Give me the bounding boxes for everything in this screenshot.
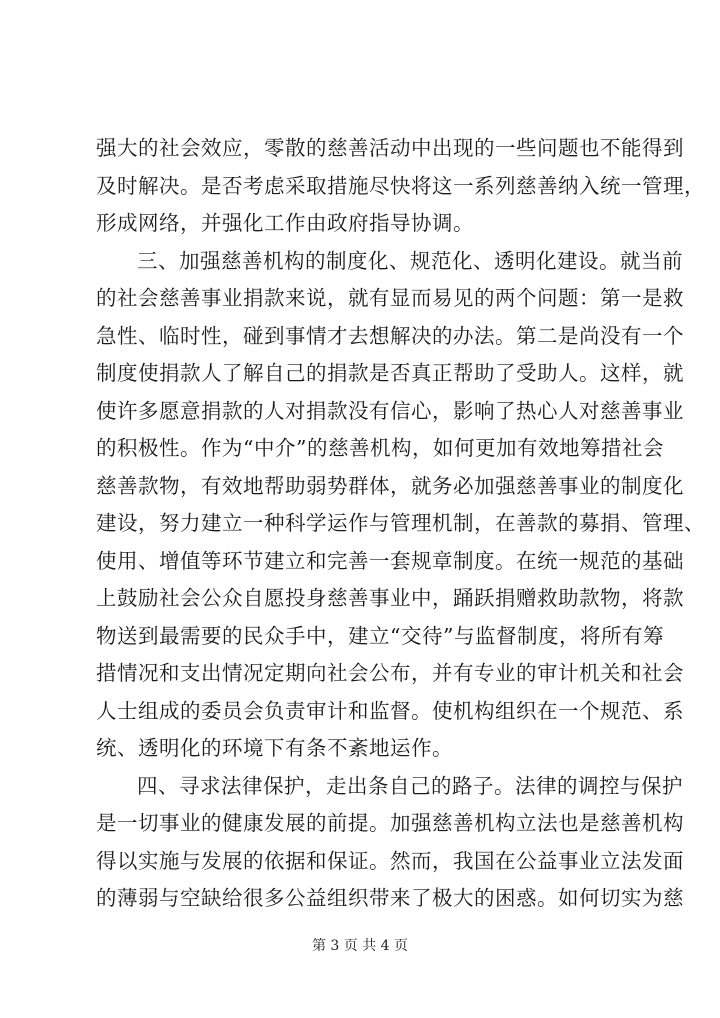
text-line: 上鼓励社会公众自愿投身慈善事业中，踊跃捐赠救助款物，将款 bbox=[96, 586, 684, 610]
text-line: 的薄弱与空缺给很多公益组织带来了极大的困惑。如何切实为慈 bbox=[96, 886, 684, 910]
text-line: 人士组成的委员会负责审计和监督。使机构组织在一个规范、系 bbox=[96, 698, 684, 723]
paragraph-3 bbox=[96, 768, 684, 918]
text-line: 得以实施与发展的依据和保证。然而，我国在公益事业立法发面 bbox=[96, 848, 684, 873]
text-line: 物送到最需要的民众手中，建立“交待”与监督制度，将所有筹 bbox=[96, 623, 664, 648]
text-line: 统、透明化的环境下有条不紊地运作。 bbox=[96, 736, 453, 760]
text-line: 强大的社会效应，零散的慈善活动中出现的一些问题也不能得到 bbox=[96, 136, 684, 160]
text-line: 四、寻求法律保护，走出条自己的路子。法律的调控与保护 bbox=[137, 773, 683, 798]
text-line: 使用、增值等环节建立和完善一套规章制度。在统一规范的基础 bbox=[96, 548, 684, 573]
text-line: 三、加强慈善机构的制度化、规范化、透明化建设。就当前 bbox=[137, 248, 683, 273]
text-line: 使许多愿意捐款的人对捐款没有信心，影响了热心人对慈善事业 bbox=[96, 398, 684, 423]
text-line: 是一切事业的健康发展的前提。加强慈善机构立法也是慈善机构 bbox=[96, 811, 684, 835]
text-line: 及时解决。是否考虑采取措施尽快将这一系列慈善纳入统一管理， bbox=[96, 173, 705, 198]
text-line: 建设，努力建立一种科学运作与管理机制，在善款的募捐、管理、 bbox=[96, 511, 705, 535]
text-line: 急性、临时性，碰到事情才去想解决的办法。第二是尚没有一个 bbox=[96, 323, 684, 348]
text-line: 措情况和支出情况定期向社会公布，并有专业的审计机关和社会 bbox=[96, 661, 684, 685]
text-line: 制度使捐款人了解自己的捐款是否真正帮助了受助人。这样，就 bbox=[96, 361, 684, 385]
text-line: 的积极性。作为“中介”的慈善机构，如何更加有效地筹措社会 bbox=[96, 436, 664, 460]
text-line: 慈善款物，有效地帮助弱势群体，就务必加强慈善事业的制度化 bbox=[96, 473, 684, 498]
paragraph-1 bbox=[96, 130, 705, 243]
text-line: 的社会慈善事业捐款来说，就有显而易见的两个问题：第一是救 bbox=[96, 286, 684, 310]
document-body bbox=[96, 130, 705, 918]
paragraph-2 bbox=[96, 243, 705, 768]
page-footer: 第 3 页 共 4 页 bbox=[311, 938, 409, 954]
text-line: 形成网络，并强化工作由政府指导协调。 bbox=[96, 211, 474, 235]
